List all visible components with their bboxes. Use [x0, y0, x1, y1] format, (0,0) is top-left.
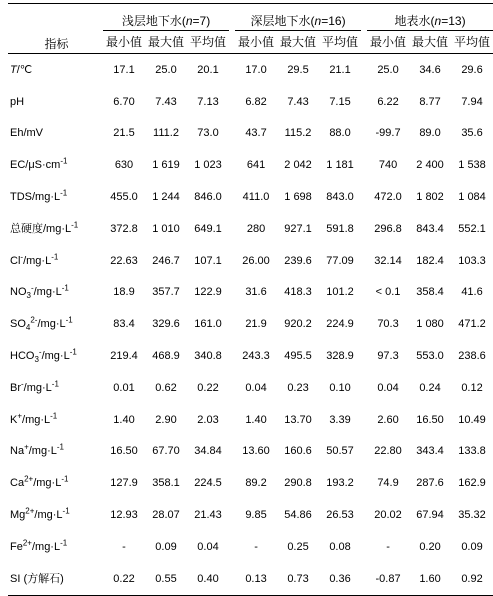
- table-cell: 224.5: [194, 477, 222, 490]
- table-cell: 0.04: [197, 540, 219, 553]
- table-cell: 34.84: [194, 445, 222, 458]
- table-cell: 50.57: [326, 445, 354, 458]
- group-n-label: n: [185, 14, 193, 28]
- table-cell: 630: [114, 159, 134, 172]
- table-cell: 101.2: [326, 286, 354, 299]
- table-cell: 28.07: [152, 509, 180, 522]
- table-cell: 74.9: [377, 477, 399, 490]
- table-cell: 1.40: [113, 413, 135, 426]
- row-label: $Ca^{2+}/mg\cdot L^{-1}$: [10, 474, 69, 490]
- row-label: pH: [10, 95, 25, 108]
- table-cell: 219.4: [110, 350, 138, 363]
- group-n-label: n: [314, 14, 322, 28]
- water-chemistry-table: [8, 3, 493, 596]
- table-cell: 846.0: [194, 191, 222, 204]
- table-cell: 193.2: [326, 477, 354, 490]
- table-row: [8, 467, 493, 499]
- group-n-value: =13: [441, 14, 462, 28]
- table-cell: 649.1: [194, 222, 222, 235]
- table-cell: 411.0: [242, 191, 270, 204]
- table-cell: 122.9: [194, 286, 222, 299]
- table-cell: 1 802: [416, 191, 444, 204]
- row-label: SI (方解石): [10, 572, 64, 585]
- table-cell: 591.8: [326, 222, 354, 235]
- table-cell: 0.09: [461, 540, 483, 553]
- table-cell: 372.8: [110, 222, 138, 235]
- col-min: 最小值: [105, 35, 142, 49]
- table-cell: 843.0: [326, 191, 354, 204]
- table-cell: 0.23: [287, 381, 309, 394]
- table-cell: 89.0: [419, 127, 441, 140]
- table-cell: 67.70: [152, 445, 180, 458]
- table-cell: 280: [246, 222, 266, 235]
- table-cell: 26.53: [326, 509, 354, 522]
- table-cell: 641: [246, 159, 266, 172]
- table-cell: 418.3: [284, 286, 312, 299]
- table-cell: 0.25: [287, 540, 309, 553]
- table-cell: 920.2: [284, 318, 312, 331]
- table-cell: 22.63: [110, 254, 138, 267]
- table-row: [8, 245, 493, 277]
- row-label: $EC/\mu S\cdot cm^{-1}$: [10, 156, 68, 172]
- table-cell: 1 698: [284, 191, 312, 204]
- table-row: [8, 54, 493, 86]
- table-row: [8, 531, 493, 563]
- table-cell: -: [386, 540, 390, 553]
- table-row: [8, 404, 493, 436]
- table-cell: 13.70: [284, 413, 312, 426]
- table-cell: 0.55: [155, 572, 177, 585]
- table-cell: 115.2: [284, 127, 312, 140]
- table-cell: 1.60: [419, 572, 441, 585]
- table-cell: 17.0: [245, 63, 267, 76]
- table-cell: 0.92: [461, 572, 483, 585]
- table-row: [8, 436, 493, 468]
- table-cell: 22.80: [374, 445, 402, 458]
- col-mean: 平均值: [322, 35, 359, 49]
- row-label: $K^+/mg\cdot L^{-1}$: [10, 411, 58, 426]
- table-cell: 468.9: [152, 350, 180, 363]
- table-cell: 243.3: [242, 350, 270, 363]
- table-cell: 2.60: [377, 413, 399, 426]
- table-cell: 0.62: [155, 381, 177, 394]
- table-cell: 0.13: [245, 572, 267, 585]
- table-cell: 6.70: [113, 95, 135, 108]
- table-cell: 35.32: [458, 509, 486, 522]
- table-cell: 471.2: [458, 318, 486, 331]
- table-cell: 21.5: [113, 127, 135, 140]
- table-cell: 70.3: [377, 318, 399, 331]
- table-cell: 2.90: [155, 413, 177, 426]
- table-cell: 34.6: [419, 63, 441, 76]
- table-cell: 0.04: [245, 381, 267, 394]
- table-cell: 182.4: [416, 254, 444, 267]
- table-cell: 1 181: [326, 159, 354, 172]
- table-cell: 0.24: [419, 381, 441, 394]
- indicator-header: 指标: [44, 37, 69, 51]
- table-cell: 3.39: [329, 413, 351, 426]
- table-cell: 0.73: [287, 572, 309, 585]
- table-cell: 0.12: [461, 381, 483, 394]
- table-cell: 89.2: [245, 477, 267, 490]
- table-cell: 1 023: [194, 159, 222, 172]
- table-cell: 12.93: [110, 509, 138, 522]
- group-n-value: =7: [192, 14, 207, 28]
- group-header-shallow: 浅层地下水(n=7): [103, 4, 229, 31]
- table-cell: 0.36: [329, 572, 351, 585]
- table-cell: 7.94: [461, 95, 483, 108]
- table-cell: 0.09: [155, 540, 177, 553]
- table-cell: 13.60: [242, 445, 270, 458]
- table-cell: 21.43: [194, 509, 222, 522]
- row-label: 总硬度$/mg\cdot L^{-1}$: [10, 220, 79, 235]
- table-cell: 32.14: [374, 254, 402, 267]
- table-cell: 2.03: [197, 413, 219, 426]
- table-cell: 103.3: [458, 254, 486, 267]
- table-cell: 7.43: [155, 95, 177, 108]
- table-cell: 552.1: [458, 222, 486, 235]
- table-cell: 0.40: [197, 572, 219, 585]
- table-cell: 0.22: [113, 572, 135, 585]
- table-cell: 238.6: [458, 350, 486, 363]
- table-cell: 2 400: [416, 159, 444, 172]
- table-cell: 29.6: [461, 63, 483, 76]
- table-cell: 161.0: [194, 318, 222, 331]
- group-n-value: =16: [321, 14, 342, 28]
- col-min: 最小值: [238, 35, 275, 49]
- table-cell: 88.0: [329, 127, 351, 140]
- table-cell: 1 244: [152, 191, 180, 204]
- group-name: 浅层地下水: [121, 14, 182, 28]
- table-body: [8, 54, 493, 596]
- row-label: $Fe^{2+}/mg\cdot L^{-1}$: [10, 538, 68, 553]
- table-cell: 0.20: [419, 540, 441, 553]
- col-mean: 平均值: [190, 35, 227, 49]
- table-cell: 239.6: [284, 254, 312, 267]
- table-cell: 1 084: [458, 191, 486, 204]
- table-cell: 0.01: [113, 381, 135, 394]
- row-label: $Br^-/mg\cdot L^{-1}$: [10, 379, 59, 394]
- table-cell: 10.49: [458, 413, 486, 426]
- table-cell: 329.6: [152, 318, 180, 331]
- table-cell: 7.13: [197, 95, 219, 108]
- table-cell: 1.40: [245, 413, 267, 426]
- table-cell: 160.6: [284, 445, 312, 458]
- group-header-surface: 地表水(n=13): [367, 4, 493, 31]
- table-cell: 16.50: [110, 445, 138, 458]
- table-cell: 1 538: [458, 159, 486, 172]
- table-cell: 0.04: [377, 381, 399, 394]
- col-max: 最大值: [147, 35, 184, 49]
- table-cell: 41.6: [461, 286, 483, 299]
- table-row: [8, 277, 493, 309]
- table-cell: 6.82: [245, 95, 267, 108]
- table-cell: 29.5: [287, 63, 309, 76]
- table-cell: 246.7: [152, 254, 180, 267]
- table-cell: 127.9: [110, 477, 138, 490]
- table-cell: 43.7: [245, 127, 267, 140]
- table-cell: 358.4: [416, 286, 444, 299]
- table-cell: 343.4: [416, 445, 444, 458]
- table-cell: 162.9: [458, 477, 486, 490]
- group-name: 地表水: [394, 14, 431, 28]
- table-cell: 0.10: [329, 381, 351, 394]
- table-cell: 495.5: [284, 350, 312, 363]
- col-max: 最大值: [280, 35, 317, 49]
- table-cell: 328.9: [326, 350, 354, 363]
- table-cell: -: [122, 540, 126, 553]
- table-cell: 97.3: [377, 350, 399, 363]
- table-cell: 54.86: [284, 509, 312, 522]
- table-cell: 0.08: [329, 540, 351, 553]
- table-cell: 2 042: [284, 159, 312, 172]
- row-label: TDS/$mg\cdot L^{-1}$: [10, 188, 68, 204]
- table-row: [8, 372, 493, 404]
- row-label: Eh/mV: [10, 127, 44, 140]
- row-label: $SO_4^{2-}/mg\cdot L^{-1}$: [10, 315, 73, 333]
- table-cell: 843.4: [416, 222, 444, 235]
- table-cell: 26.00: [242, 254, 270, 267]
- table-row: [8, 340, 493, 372]
- table-cell: 7.43: [287, 95, 309, 108]
- group-n-label: n: [434, 14, 442, 28]
- table-row: [8, 213, 493, 245]
- row-label: T/℃: [10, 63, 33, 76]
- table-cell: 287.6: [416, 477, 444, 490]
- table-cell: 35.6: [461, 127, 483, 140]
- table-cell: < 0.1: [375, 286, 401, 299]
- table-cell: 290.8: [284, 477, 312, 490]
- group-header-deep: 深层地下水(n=16): [235, 4, 361, 31]
- table-cell: 740: [378, 159, 398, 172]
- table-cell: 21.1: [329, 63, 351, 76]
- table-cell: 18.9: [113, 286, 135, 299]
- table-cell: 17.1: [113, 63, 135, 76]
- table-row: [8, 149, 493, 181]
- table-cell: 25.0: [377, 63, 399, 76]
- table-cell: 21.9: [245, 318, 267, 331]
- col-min: 最小值: [370, 35, 407, 49]
- table-cell: 340.8: [194, 350, 222, 363]
- table-cell: 1 080: [416, 318, 444, 331]
- table-cell: -0.87: [375, 572, 401, 585]
- table-cell: -: [254, 540, 258, 553]
- table-row: [8, 181, 493, 213]
- table-cell: 1 010: [152, 222, 180, 235]
- table-cell: 296.8: [374, 222, 402, 235]
- table-cell: 111.2: [153, 127, 179, 140]
- row-label: $NO_3^-/mg\cdot L^{-1}$: [10, 283, 69, 301]
- row-label: $Mg^{2+}/mg\cdot L^{-1}$: [10, 506, 70, 522]
- table-cell: 7.15: [329, 95, 351, 108]
- table-cell: 358.1: [152, 477, 180, 490]
- table-cell: 107.1: [194, 254, 222, 267]
- row-label: $HCO_3^-/mg\cdot L^{-1}$: [10, 347, 77, 365]
- col-mean: 平均值: [454, 35, 491, 49]
- table-cell: 455.0: [110, 191, 138, 204]
- table-cell: 133.8: [458, 445, 486, 458]
- group-name: 深层地下水: [250, 14, 311, 28]
- table-cell: 553.0: [416, 350, 444, 363]
- table-cell: 0.22: [197, 381, 219, 394]
- table-row: [8, 308, 493, 340]
- table-cell: 357.7: [152, 286, 180, 299]
- col-max: 最大值: [412, 35, 449, 49]
- row-label: $Cl^-/mg\cdot L^{-1}$: [10, 252, 59, 267]
- row-label: $Na^+/mg\cdot L^{-1}$: [10, 442, 64, 458]
- table-row: [8, 86, 493, 118]
- table-row: [8, 499, 493, 531]
- table-cell: 20.1: [197, 63, 219, 76]
- table-cell: 67.94: [416, 509, 444, 522]
- table-cell: 9.85: [245, 509, 267, 522]
- table-cell: 16.50: [416, 413, 444, 426]
- table-cell: 8.77: [419, 95, 441, 108]
- table-cell: 224.9: [326, 318, 354, 331]
- table-cell: 1 619: [152, 159, 180, 172]
- table-cell: 83.4: [113, 318, 135, 331]
- table-cell: 472.0: [374, 191, 402, 204]
- table-cell: 73.0: [197, 127, 219, 140]
- table-cell: 6.22: [377, 95, 399, 108]
- table-cell: 31.6: [245, 286, 267, 299]
- table-cell: 20.02: [374, 509, 402, 522]
- table-cell: -99.7: [375, 127, 401, 140]
- table-row: [8, 118, 493, 150]
- table-cell: 927.1: [284, 222, 312, 235]
- table-cell: 77.09: [326, 254, 354, 267]
- table-row: [8, 563, 493, 595]
- table-cell: 25.0: [155, 63, 177, 76]
